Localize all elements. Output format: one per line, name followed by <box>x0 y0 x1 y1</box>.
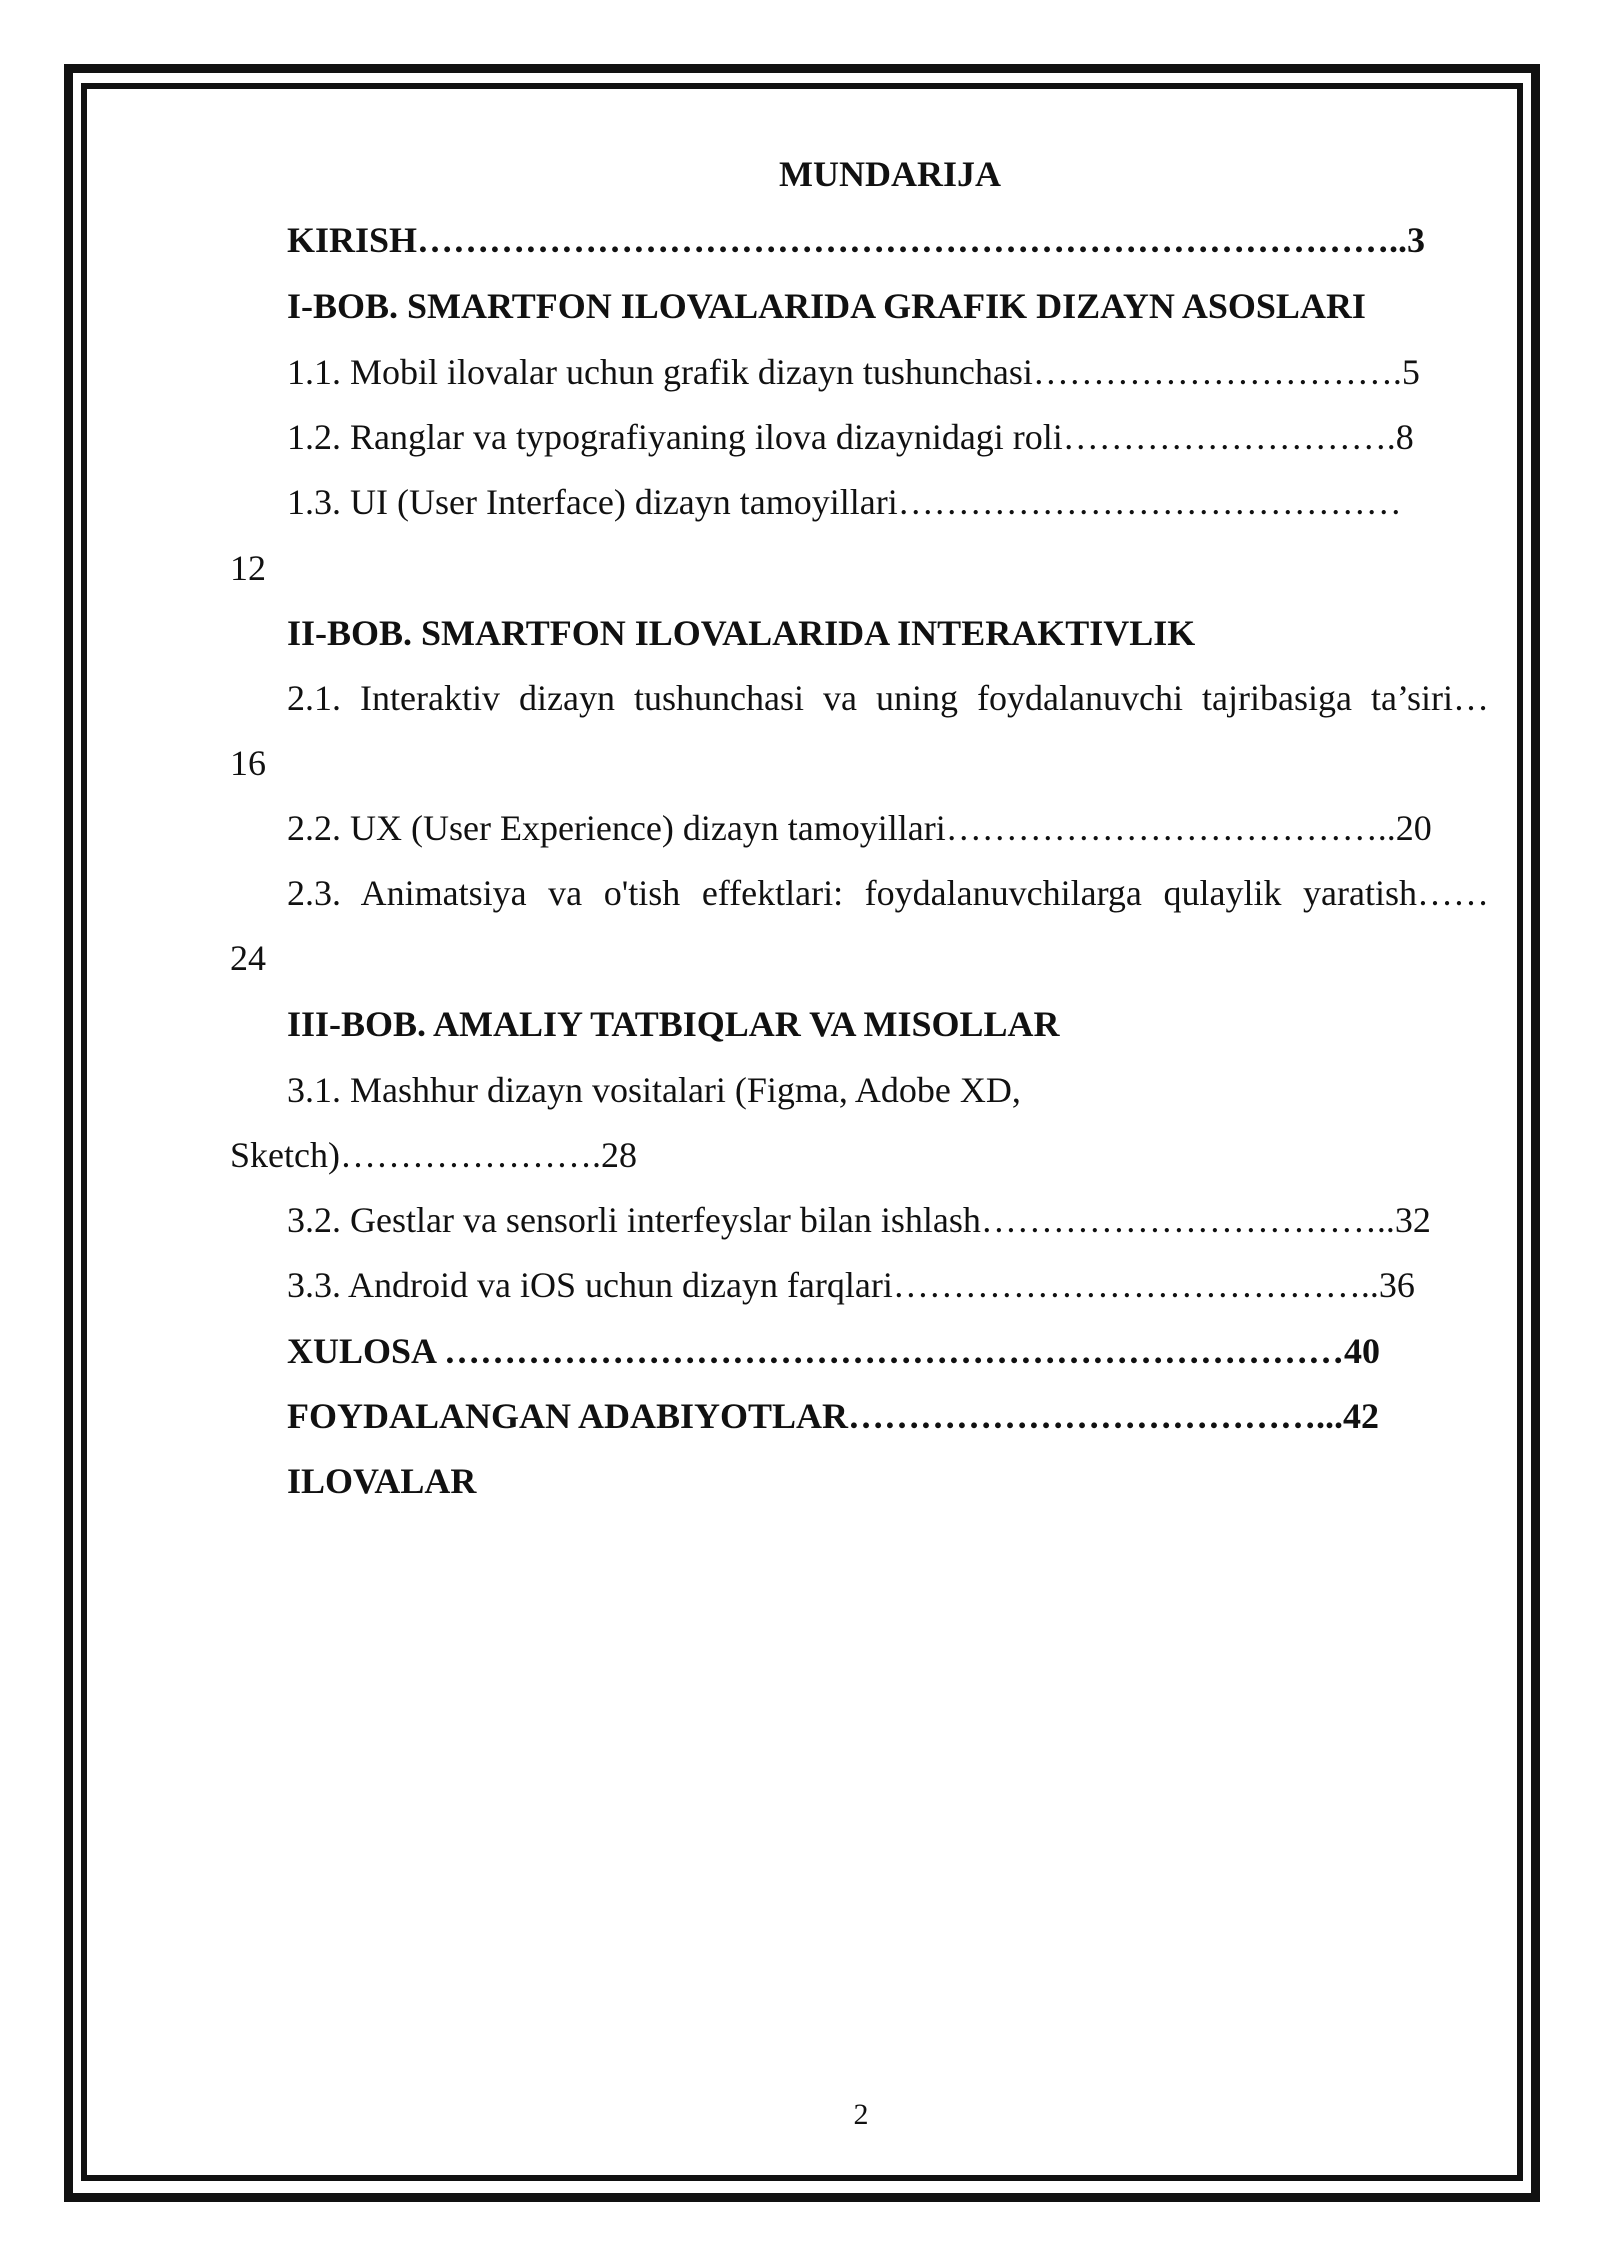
toc-entry-3-3: 3.3. Android va iOS uchun dizayn farqlari…………………………………..36 <box>287 1265 1415 1305</box>
page-number: 2 <box>853 2098 869 2131</box>
toc-entry-1-3-page: 12 <box>230 548 266 588</box>
toc-entry-1-1: 1.1. Mobil ilovalar uchun grafik dizayn tushunchasi………………………….5 <box>287 352 1420 392</box>
toc-chapter-3: III-BOB. AMALIY TATBIQLAR VA MISOLLAR <box>287 1004 1060 1044</box>
toc-entry-3-1-cont: Sketch)………………….28 <box>230 1135 637 1175</box>
toc-entry-adabiyotlar: FOYDALANGAN ADABIYOTLAR…………………………………...42 <box>287 1396 1380 1436</box>
toc-entry-1-2: 1.2. Ranglar va typografiyaning ilova dizaynidagi roli……………………….8 <box>287 417 1414 457</box>
page-border-inner <box>81 83 1523 2181</box>
toc-entry-2-1-page: 16 <box>230 743 266 783</box>
toc-chapter-2: II-BOB. SMARTFON ILOVALARIDA INTERAKTIVLIK <box>287 613 1196 653</box>
toc-entry-1-3: 1.3. UI (User Interface) dizayn tamoyillari…………………………………… <box>287 482 1402 522</box>
toc-entry-2-3-page: 24 <box>230 938 266 978</box>
toc-entry-kirish: KIRISH………………………………………………………………………..3 <box>287 220 1426 260</box>
toc-entry-ilovalar: ILOVALAR <box>287 1461 477 1501</box>
toc-entry-xulosa: XULOSA …………………………………………………………………40 <box>287 1331 1381 1371</box>
toc-entry-3-1: 3.1. Mashhur dizayn vositalari (Figma, Adobe XD, <box>287 1070 1021 1110</box>
toc-entry-3-2: 3.2. Gestlar va sensorli interfeyslar bilan ishlash……………………………..32 <box>287 1200 1431 1240</box>
toc-entry-2-1: 2.1. Interaktiv dizayn tushunchasi va uning foydalanuvchi tajribasiga ta’siri… <box>287 678 1489 718</box>
toc-entry-2-3: 2.3. Animatsiya va o'tish effektlari: foydalanuvchilarga qulaylik yaratish…… <box>287 873 1489 913</box>
toc-entry-2-2: 2.2. UX (User Experience) dizayn tamoyillari………………………………..20 <box>287 808 1432 848</box>
toc-chapter-1: I-BOB. SMARTFON ILOVALARIDA GRAFIK DIZAYN ASOSLARI <box>287 286 1366 326</box>
page-title: MUNDARIJA <box>779 154 1001 194</box>
